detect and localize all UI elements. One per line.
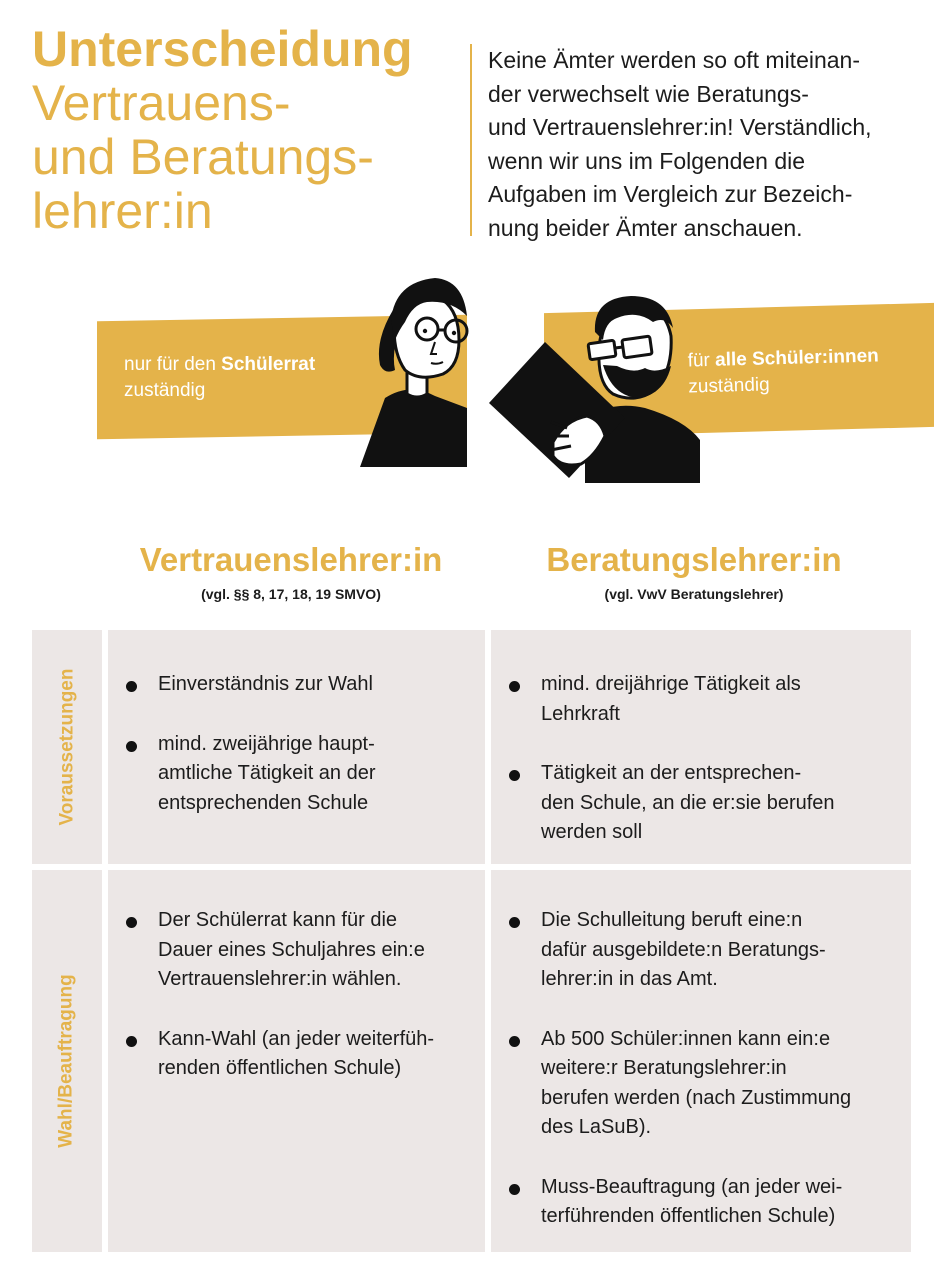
divider-vertical <box>470 44 472 236</box>
list-item-line: den Schule, an die er:sie berufen <box>541 791 835 814</box>
banner-left-bold: Schülerrat <box>221 354 316 375</box>
row-label-text: Wahl/Beauftragung <box>56 974 77 1148</box>
title-line-3: und Beratungs- <box>32 129 374 185</box>
cell-voraussetzungen-left <box>108 630 485 864</box>
banner-right-pre: für <box>687 349 716 372</box>
list-item <box>126 730 376 819</box>
intro-paragraph <box>488 44 938 246</box>
cell-voraussetzungen-right <box>491 630 911 864</box>
list-item-line: des LaSuB). <box>541 1116 652 1138</box>
row-label-text: Voraussetzungen <box>56 668 77 826</box>
row-label-voraussetzungen <box>32 630 102 864</box>
list-item-line: mind. zweijährige haupt- <box>158 732 375 755</box>
list-item-line: amtliche Tätigkeit an der <box>158 762 376 784</box>
banner-left-pre: nur für den <box>124 354 222 375</box>
list-item <box>126 906 434 995</box>
title-line-4: lehrer:in <box>32 183 213 239</box>
list-item-line: mind. dreijährige Tätigkeit als <box>541 673 801 695</box>
banner-left-text <box>124 352 315 404</box>
list-item-line: terführenden öffentlichen Schule) <box>541 1205 836 1227</box>
list-item <box>126 1025 434 1084</box>
list-item-line: Lehrkraft <box>541 702 620 725</box>
bullet-list <box>509 906 851 1232</box>
intro-line: Keine Ämter werden so oft miteinan- <box>488 47 861 73</box>
list-item <box>509 1173 851 1232</box>
column-reference: (vgl. §§ 8, 17, 18, 19 SMVO) <box>201 586 381 602</box>
list-item-line: weitere:r Beratungslehrer:in <box>541 1057 787 1079</box>
intro-line: wenn wir uns im Folgenden die <box>488 147 806 174</box>
list-item-line: dafür ausgebildete:n Beratungs- <box>541 938 826 961</box>
banner-right-text <box>687 344 879 401</box>
list-item-line: entsprechenden Schule <box>158 791 369 814</box>
intro-line: und Vertrauenslehrer:in! Verständlich, <box>488 114 872 141</box>
bullet-list <box>126 670 376 818</box>
list-item-line: werden soll <box>541 821 643 843</box>
bullet-list <box>509 670 835 848</box>
column-heading-beratungslehrer <box>494 540 894 602</box>
list-item-line: Die Schulleitung beruft eine:n <box>541 909 803 931</box>
list-item <box>509 906 851 995</box>
teachers-illustration <box>355 270 705 485</box>
bullet-list <box>126 906 434 1084</box>
list-item <box>509 670 835 729</box>
intro-line: Aufgaben im Vergleich zur Bezeich- <box>488 181 853 208</box>
list-item-line: lehrer:in in das Amt. <box>541 968 718 990</box>
intro-line: nung beider Ämter anschauen. <box>488 214 803 241</box>
title-line-2: Vertrauens- <box>32 75 291 131</box>
list-item-line: Einverständnis zur Wahl <box>158 673 373 695</box>
column-title: Beratungslehrer:in <box>546 541 842 578</box>
list-item-line: Tätigkeit an der entsprechen- <box>541 762 802 784</box>
list-item-line: Dauer eines Schuljahres ein:e <box>158 938 425 961</box>
list-item-line: Vertrauenslehrer:in wählen. <box>158 968 402 990</box>
list-item <box>126 670 376 700</box>
list-item-line: Ab 500 Schüler:innen kann ein:e <box>541 1027 831 1050</box>
column-heading-vertrauenslehrer <box>91 540 491 602</box>
column-reference: (vgl. VwV Beratungslehrer) <box>604 586 784 602</box>
banner-right-bold: alle Schüler:innen <box>714 345 879 371</box>
list-item-line: berufen werden (nach Zustimmung <box>541 1086 852 1109</box>
cell-wahl-left <box>108 870 485 1252</box>
list-item <box>509 1025 851 1143</box>
intro-line: der verwechselt wie Beratungs- <box>488 80 809 107</box>
woman-figure <box>360 278 467 467</box>
banner-right-line2: zuständig <box>688 374 770 398</box>
list-item <box>509 759 835 848</box>
list-item-line: Der Schülerrat kann für die <box>158 909 398 931</box>
man-figure <box>489 296 700 483</box>
cell-wahl-right <box>491 870 911 1252</box>
list-item-line: Muss-Beauftragung (an jeder wei- <box>541 1175 843 1198</box>
list-item-line: Kann-Wahl (an jeder weiterfüh- <box>158 1027 435 1050</box>
page-title <box>32 22 452 238</box>
row-label-wahl-beauftragung <box>32 870 102 1252</box>
banner-left-line2: zuständig <box>124 380 206 401</box>
column-title: Vertrauenslehrer:in <box>139 541 443 578</box>
list-item-line: renden öffentlichen Schule) <box>158 1057 402 1079</box>
title-line-1: Unterscheidung <box>32 21 413 77</box>
